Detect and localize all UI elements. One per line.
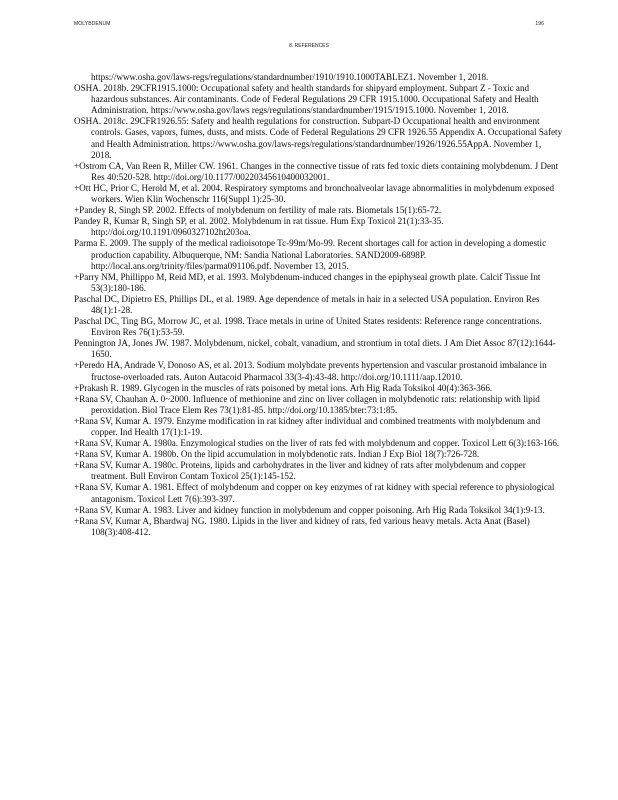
- reference-entry: [74, 316, 564, 338]
- reference-text: Rana SV, Chauhan A. 0~2000. Influence of methionine and zinc on liver collagen in molybdenotic rats: relationship with lipid peroxidation. Biol Trace Elem Res 73(1):81-85. http://doi.org/10.1385/bter:73:1:85.: [79, 393, 540, 415]
- reference-text: Rana SV, Kumar A. 1980a. Enzymological studies on the liver of rats fed with molybdenum and copper. Toxicol Lett 6(3):163-166.: [79, 438, 560, 449]
- reference-entry: [74, 505, 564, 516]
- reference-marker: +: [74, 271, 80, 282]
- reference-entry: [74, 183, 564, 205]
- reference-entry: [74, 338, 564, 360]
- reference-text: Paschal DC, Dipietro ES, Phillips DL, et al. 1989. Age dependence of metals in hair in a selected USA population. Environ Res 48(1):1-28.: [74, 293, 540, 315]
- reference-marker: +: [74, 449, 80, 460]
- reference-entry: [74, 83, 564, 116]
- reference-text: Ostrom CA, Van Reen R, Miller CW. 1961. Changes in the connective tissue of rats fed toxic diets containing molybdenum. J Dent Res 40:520-528. http://doi.org/10.1177/00220345610400032001.: [79, 160, 559, 182]
- reference-text: Pennington JA, Jones JW. 1987. Molybdenum, nickel, cobalt, vanadium, and strontium in total diets. J Am Diet Assoc 87(12):1644-1650.: [74, 338, 556, 360]
- reference-text: OSHA. 2018b. 29CFR1915.1000: Occupational safety and health standards for shipyard employment. Subpart Z - Toxic and hazardous substances. Air contaminants. Code of Federal Regulations 29 CFR 1915.1000. Occupational Safety and Health Administration. https://www.osha.gov/laws regs/regulations/standardnumber/1915/1915.1000. November 1, 2018.: [74, 83, 539, 116]
- reference-entry: [74, 161, 564, 183]
- reference-entry: [74, 516, 564, 538]
- reference-marker: +: [74, 393, 80, 404]
- reference-text: Pandey R, Kumar R, Singh SP, et al. 2002. Molybdenum in rat tissue. Hum Exp Toxicol 21(1):33-35. http://doi.org/10.1191/0960327102ht203oa.: [74, 216, 444, 238]
- reference-marker: +: [74, 160, 80, 171]
- reference-text: Rana SV, Kumar A. 1979. Enzyme modification in rat kidney after individual and combined treatments with molybdenum and copper. Ind Health 17(1):1-19.: [79, 415, 541, 437]
- reference-text: Rana SV, Kumar A. 1983. Liver and kidney function in molybdenum and copper poisoning. Arh Hig Rada Toksikol 34(1):9-13.: [79, 504, 545, 515]
- reference-entry: [74, 216, 564, 238]
- reference-text: Paschal DC, Ting BG, Morrow JC, et al. 1998. Trace metals in urine of United States residents: Reference range concentrations. Environ Res 76(1):53-59.: [74, 316, 542, 338]
- reference-entry: [74, 449, 564, 460]
- reference-text: https://www.osha.gov/laws-regs/regulations/standardnumber/1910/1910.1000TABLEZ1. November 1, 2018.: [91, 72, 489, 82]
- reference-marker: +: [74, 504, 80, 515]
- reference-marker: +: [74, 482, 80, 493]
- reference-text: Peredo HA, Andrade V, Donoso AS, et al. 2013. Sodium molybdate prevents hypertension and vascular prostanoid imbalance in fructose-overloaded rats. Auton Autacoid Pharmacol 33(3-4):43-48. http://doi.org/10.1111/aap.12010.: [79, 360, 547, 382]
- reference-text: Rana SV, Kumar A. 1980c. Proteins, lipids and carbohydrates in the liver and kidney of rats after molybdenum and copper treatment. Bull Environ Contam Toxicol 25(1):145-152.: [79, 460, 526, 482]
- reference-text: Pandey R, Singh SP. 2002. Effects of molybdenum on fertility of male rats. Biometals 15(1):65-72.: [79, 205, 442, 216]
- reference-entry: [74, 383, 564, 394]
- reference-entry: [74, 72, 564, 83]
- reference-text: OSHA. 2018c. 29CFR1926.55: Safety and health regulations for construction. Subpart-D Occupational health and environment controls. Gases, vapors, fumes, dusts, and mists. Code of Federal Regulations 29 CFR 1926.55 Appendix A. Occupational Safety and Health Administration. https://www.osha.gov/laws-regs/regulations/standardnumber/1926/1926.55AppA. November 1, 2018.: [74, 116, 563, 160]
- reference-text: Prakash R. 1989. Glycogen in the muscles of rats poisoned by metal ions. Arh Hig Rada Toksikol 40(4):363-366.: [79, 382, 493, 393]
- reference-text: Rana SV, Kumar A. 1981. Effect of molybdenum and copper on key enzymes of rat kidney with special reference to physiological antagonism. Toxicol Lett 7(6):393-397.: [79, 482, 555, 504]
- reference-text: Ott HC, Prior C, Herold M, et al. 2004. Respiratory symptoms and bronchoalveolar lavage abnormalities in molybdenum exposed workers. Wien Klin Wochenschr 116(Suppl 1):25-30.: [79, 182, 555, 205]
- reference-marker: +: [74, 515, 80, 526]
- page-number: 196: [535, 21, 544, 27]
- reference-marker: +: [74, 460, 80, 471]
- reference-entry: [74, 238, 564, 271]
- reference-marker: +: [74, 205, 80, 216]
- reference-marker: +: [74, 438, 80, 449]
- reference-entry: [74, 416, 564, 438]
- reference-entry: [74, 294, 564, 316]
- reference-entry: [74, 116, 564, 160]
- reference-entry: [74, 360, 564, 382]
- reference-entry: [74, 394, 564, 416]
- reference-marker: +: [74, 382, 80, 393]
- reference-list: [74, 72, 564, 538]
- reference-entry: [74, 205, 564, 216]
- reference-marker: +: [74, 360, 80, 371]
- reference-entry: [74, 438, 564, 449]
- reference-entry: [74, 460, 564, 482]
- reference-entry: [74, 482, 564, 504]
- reference-entry: [74, 272, 564, 294]
- running-header-title: MOLYBDENUM: [74, 21, 111, 27]
- section-heading: 8. REFERENCES: [289, 43, 329, 49]
- reference-text: Rana SV, Kumar A, Bhardwaj NG. 1980. Lipids in the liver and kidney of rats, fed various heavy metals. Acta Anat (Basel) 108(3):408-412.: [79, 515, 530, 537]
- reference-text: Parry NM, Phillippo M, Reid MD, et al. 1993. Molybdenum-induced changes in the epiphyseal growth plate. Calcif Tissue Int 53(3):180-186.: [79, 271, 541, 293]
- reference-text: Rana SV, Kumar A. 1980b. On the lipid accumulation in molybdenotic rats. Indian J Exp Biol 18(7):726-728.: [79, 449, 480, 460]
- reference-text: Parma E. 2009. The supply of the medical radioisotope Tc-99m/Mo-99. Recent shortages call for action in developing a domestic production capability. Albuquerque, NM: Sandia National Laboratories. SAND2009-6898P. http://local.ans.org/trinity/files/parma091106.pdf. November 13, 2015.: [74, 238, 547, 271]
- reference-marker: +: [74, 182, 80, 193]
- reference-marker: +: [74, 415, 80, 426]
